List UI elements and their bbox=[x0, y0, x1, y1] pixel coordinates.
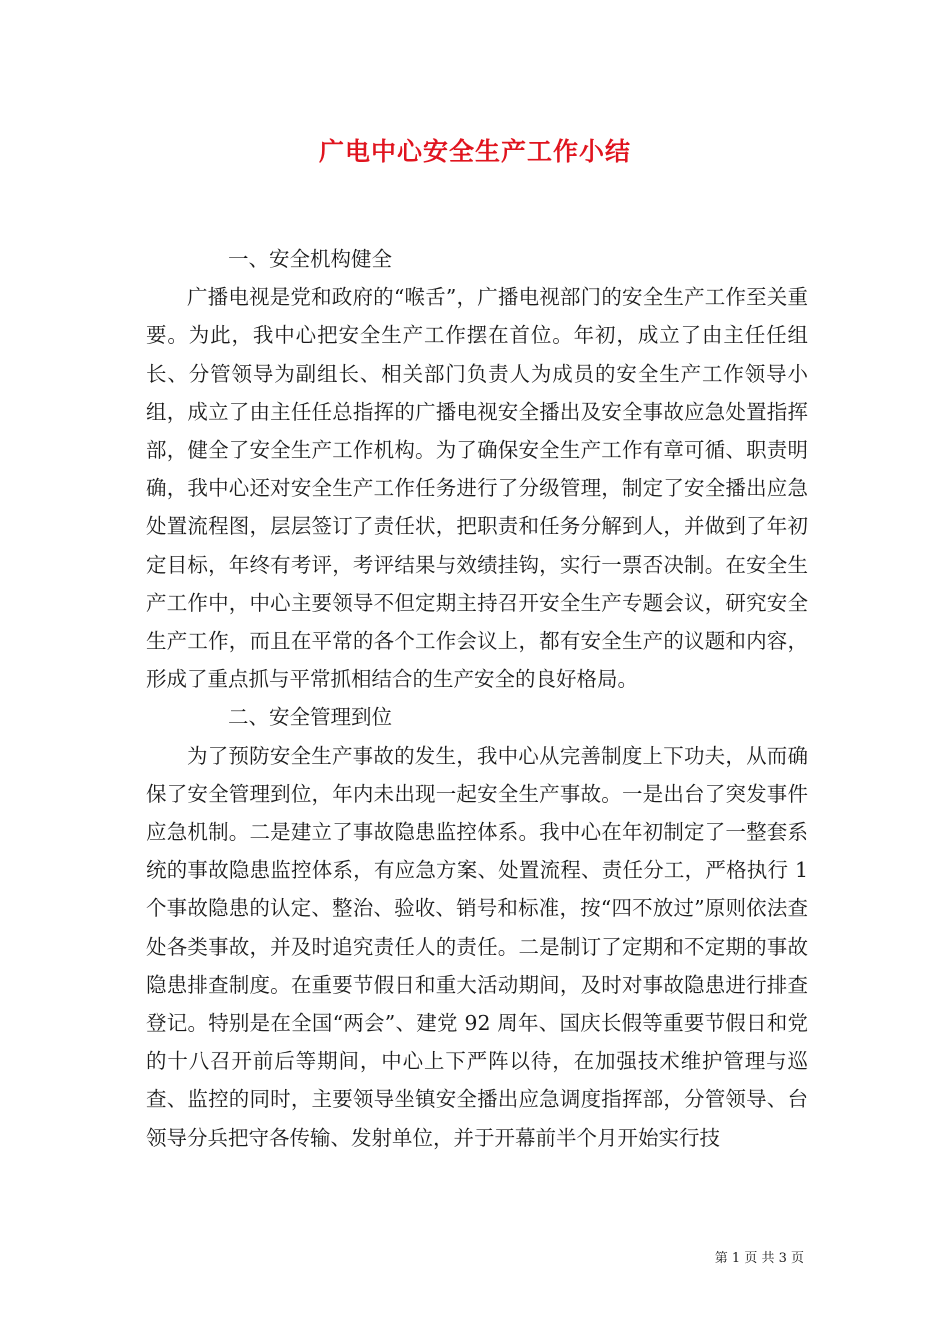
section-paragraph-2: 为了预防安全生产事故的发生，我中心从完善制度上下功夫，从而确保了安全管理到位，年内未出现一起安全生产事故。一是出台了突发事件应急机制。二是建立了事故隐患监控体系。我中心在年初制定了一整套系统的事故隐患监控体系，有应急方案、处置流程、责任分工，严格执行 1 个事故隐患的认定、整治、验收、销号和标准，按“四不放过”原则依法查处各类事故，并及时追究责任人的责任。二是制订了定期和不定期的事故隐患排查制度。在重要节假日和重大活动期间，及时对事故隐患进行排查登记。特别是在全国“两会”、建党 92 周年、国庆长假等重要节假日和党的十八召开前后等期间，中心上下严阵以待，在加强技术维护管理与巡查、监控的同时，主要领导坐镇安全播出应急调度指挥部，分管领导、台领导分兵把守各传输、发射单位，并于开幕前半个月开始实行技 bbox=[146, 743, 808, 1150]
section-heading-2: 二、安全管理到位 bbox=[228, 705, 392, 730]
section-heading-1: 一、安全机构健全 bbox=[228, 247, 392, 271]
section-paragraph-1: 广播电视是党和政府的“喉舌”，广播电视部门的安全生产工作至关重要。为此，我中心把安全生产工作摆在首位。年初，成立了由主任任组长、分管领导为副组长、相关部门负责人为成员的安全生产工作领导小组，成立了由主任任总指挥的广播电视安全播出及安全事故应急处置指挥部，健全了安全生产工作机构。为了确保安全生产工作有章可循、职责明确，我中心还对安全生产工作任务进行了分级管理，制定了安全播出应急处置流程图，层层签订了责任状，把职责和任务分解到人，并做到了年初定目标，年终有考评，考评结果与效绩挂钩，实行一票否决制。在安全生产工作中，中心主要领导不但定期主持召开安全生产专题会议，研究安全生产工作，而且在平常的各个工作会议上，都有安全生产的议题和内容，形成了重点抓与平常抓相结合的生产安全的良好格局。 bbox=[146, 285, 808, 692]
document-title: 广电中心安全生产工作小结 bbox=[318, 137, 631, 166]
page-number-footer: 第 1 页 共 3 页 bbox=[714, 1251, 804, 1266]
document-body bbox=[146, 240, 808, 1157]
